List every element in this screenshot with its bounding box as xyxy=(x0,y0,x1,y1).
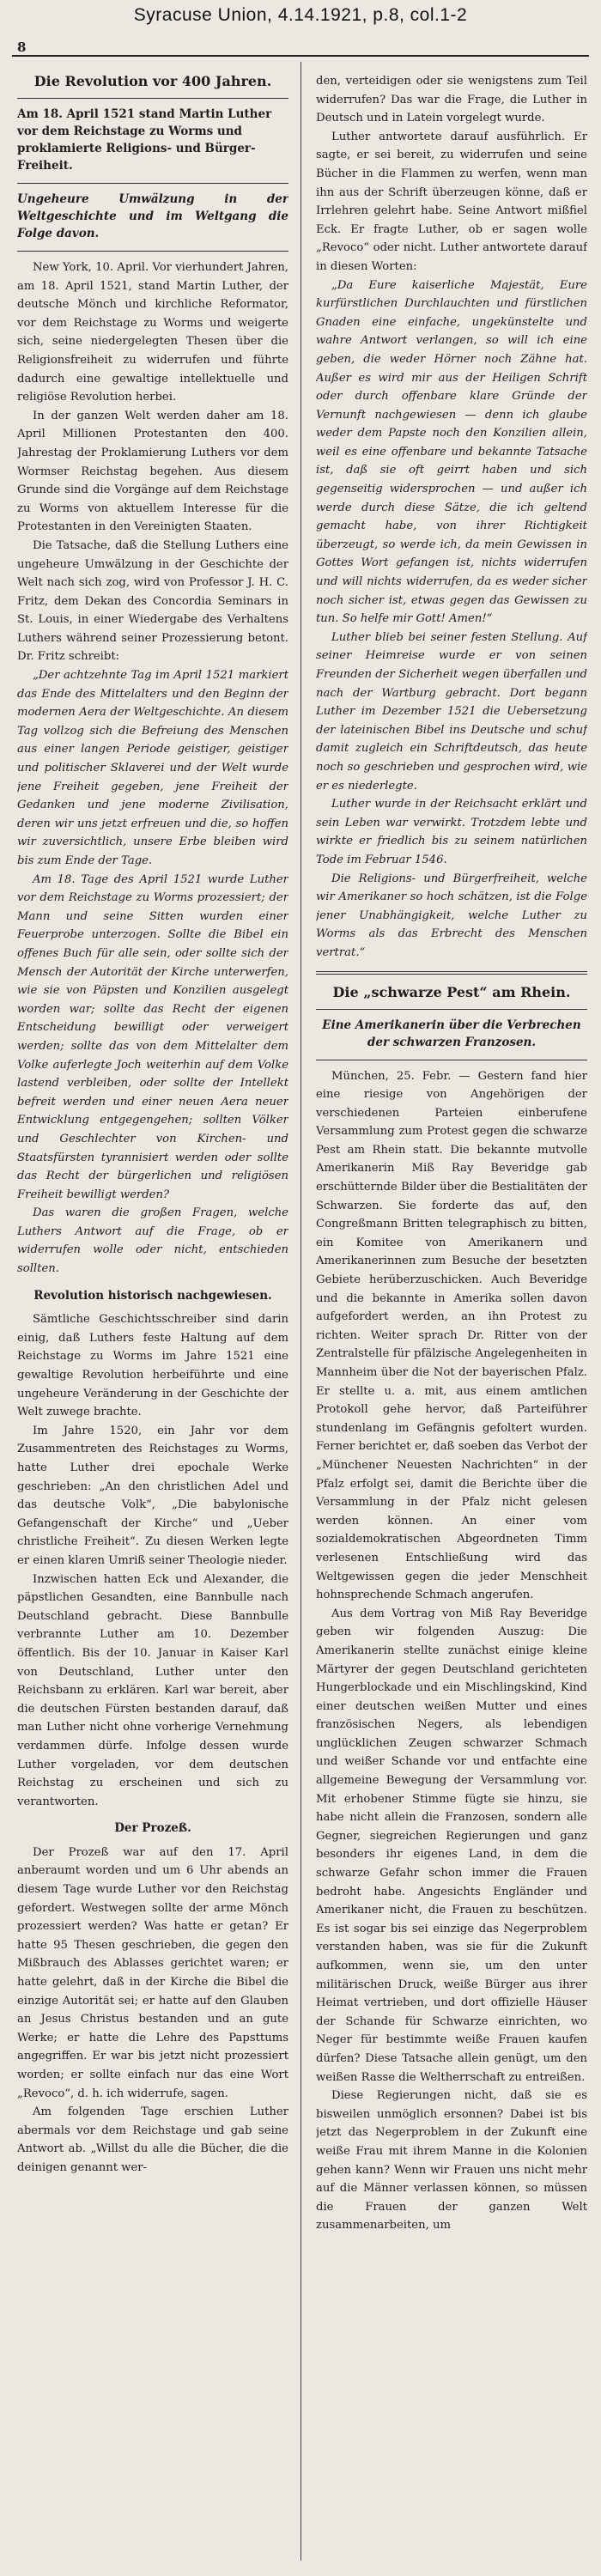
paragraph: Die Tatsache, daß die Stellung Luthers eine ungeheure Umwälzung in der Geschichte der Welt nach sich zog, wird von Professor J. H. C. Fritz, dem Dekan des Concordia Seminars in St. Louis, in einer Wiedergabe des Verhaltens Luthers während seiner Prozessierung betont. Dr. Fritz schreibt: xyxy=(17,538,288,664)
right-column xyxy=(316,72,587,2562)
paragraph: Luther wurde in der Reichsacht erklärt und sein Leben war verwirkt. Trotzdem lebte und wirkte er friedlich bis zu seinem natürlichen Tode im Februar 1546. xyxy=(316,798,587,866)
section-heading: Der Prozeß. xyxy=(114,1821,191,1836)
paragraph: „Der achtzehnte Tag im April 1521 markiert das Ende des Mittelalters und den Beginn der modernen Aera der Weltgeschichte. An diesem Tag vollzog sich die Befreiung des Menschen aus einer langen Periode geistiger, geistiger und politischer Sklaverei und der Welt wurde jene Freiheit gegeben, jene Freiheit der Gedanken und jene moderne Zivilisation, deren wir uns jetzt erfreuen und die, so hoffen wir zuversichtlich, unsere Erbe bleiben wird bis zum Ende der Tage. xyxy=(17,669,288,867)
paragraph: New York, 10. April. Vor vierhundert Jahren, am 18. April 1521, stand Martin Luther, der deutsche Mönch und kirchliche Reformator, vor dem Reichstage zu Worms und weigerte sich, seine niedergelegten Thesen über die Religionsfreiheit zu widerrufen und führte dadurch eine gewaltige intellektuelle und religiöse Revolution herbei. xyxy=(17,261,288,404)
article-subhead-2: Ungeheure Umwälzung in der Weltgeschichte und im Weltgang die Folge davon. xyxy=(17,192,288,240)
paragraph: München, 25. Febr. — Gestern fand hier eine riesige von Angehörigen der verschiedenen Parteien einberufene Versammlung zum Protest gegen die schwarze Pest am Rhein statt. Die bekannte mutvolle Amerikanerin Miß Ray Beveridge gab erschütternde Bilder über die Bestialitäten der Schwarzen. Sie forderte das auf, den Congreßmann Britten telegraphisch zu bitten, ein Komitee von Amerikanern und Amerikanerinnen zum Besuche der besetzten Gebiete herüberzuschicken. Auch Beveridge und die bekannte in Amerika sollen davon aufgefordert werden, an ihn Protest zu richten. Weiter sprach Dr. Ritter von der Zentralstelle für pfälzische Angelegenheiten in Mannheim über die Not der bayerischen Pfalz. Er stellte u. a. mit, aus einem amtlichen Protokoll gehe hervor, daß Parteiführer stundenlang im Gefängnis gefoltert wurden. Ferner berichtet er, daß soeben das Verbot der „Münchener Neuesten Nachrichten“ in der Pfalz erfolgt sei, damit die Berichte über die Versammlung in der Pfalz nicht gelesen werden können. An einer vom sozialdemokratischen Abgeordneten Timm verlesenen Entschließung wird das Weltgewissen gegen die jeder Menschheit hohnsprechende Schmach angerufen. xyxy=(316,1069,587,1602)
headline-rule xyxy=(17,98,288,99)
paragraph: Die Religions- und Bürgerfreiheit, welche wir Amerikaner so hoch schätzen, ist die Folge jener Unabhängigkeit, welche Luther zu Worms als das Erbrecht des Menschen vertrat.“ xyxy=(316,872,587,959)
article-separator xyxy=(316,971,587,975)
section-heading: Revolution historisch nachgewiesen. xyxy=(33,1288,272,1303)
source-label: Syracuse Union, 4.14.1921, p.8, col.1-2 xyxy=(133,5,468,25)
paragraph: Am 18. Tage des April 1521 wurde Luther vor dem Reichstage zu Worms prozessiert; der Mann und seine Sitten wurden einer Feuerprobe unterzogen. Sollte die Bibel ein offenes Buch für alle sein, oder sollte sich der Mensch der Autorität der Kirche unterwerfen, wie sie von Päpsten und Konzilien ausgelegt worden war; sollte das Recht der eigenen Entscheidung bewilligt oder verweigert werden; sollte das von dem Mittelalter dem Volke auferlegte Joch weiterhin auf dem Volke lastend verbleiben, oder sollte der Intellekt befreit werden und einer neuen Aera neuer Entwicklung entgegengehen; sollten Völker und Geschlechter von Kirchen- und Staatsfürsten tyrannisiert werden oder sollte das Recht der bürgerlichen und religiösen Freiheit bewilligt werden? xyxy=(17,872,288,1201)
paragraph: Diese Regierungen nicht, daß sie es bisweilen unmöglich ersonnen? Dabei ist bis jetzt das Negerproblem in der Zukunft eine weiße Frau mit ihrem Manne in die Kolonien gehen kann? Wenn wir Frauen uns nicht mehr auf die Männer verlassen können, so müssen die Frauen der ganzen Welt zusammenarbeiten, um xyxy=(316,2089,587,2233)
article-headline: Die Revolution vor 400 Jahren. xyxy=(33,73,272,89)
paragraph: Das waren die großen Fragen, welche Luthers Antwort auf die Frage, ob er widerrufen wolle oder nicht, entschieden sollten. xyxy=(17,1206,288,1276)
left-column xyxy=(17,72,288,2562)
paragraph: Am folgenden Tage erschien Luther abermals vor dem Reichstage und gab seine Antwort ab. „Willst du alle die Bücher, die die deinigen genannt wer- xyxy=(17,2105,288,2174)
top-rule xyxy=(12,55,589,57)
article-headline-2: Die „schwarze Pest“ am Rhein. xyxy=(332,983,571,1000)
column-divider xyxy=(300,62,301,2561)
subhead2-rule xyxy=(17,251,288,252)
paragraph: Inzwischen hatten Eck und Alexander, die päpstlichen Gesandten, eine Bannbulle nach Deutschland gebracht. Diese Bannbulle verbrannte Luther am 10. Dezember öffentlich. Bis der 10. Januar in Kaiser Karl von Deutschland, Luther unter den Reichsbann zu erklären. Karl war bereit, aber die deutschen Fürsten bestanden darauf, daß man Luther nicht ohne vorherige Vernehmung verdammen dürfe. Infolge dessen wurde Luther vorgeladen, vor dem deutschen Reichstag zu erscheinen und sich zu verantworten. xyxy=(17,1572,288,1808)
article-subhead-3: Eine Amerikanerin über die Verbrechen der schwarzen Franzosen. xyxy=(322,1018,581,1049)
paragraph: Luther antwortete darauf ausführlich. Er sagte, er sei bereit, zu widerrufen und seine Bücher in die Flammen zu werfen, wenn man ihn aus der Schrift überzeugen könne, daß er Irrlehren gelehrt habe. Seine Antwort mißfiel Eck. Er fragte Luther, ob er sagen wolle „Revoco“ oder nicht. Luther antwortete darauf in diesen Worten: xyxy=(316,130,587,273)
paragraph: den, verteidigen oder sie wenigstens zum Teil widerrufen? Das war die Frage, die Luther in Deutsch und in Latein vorgelegt wurde. xyxy=(316,75,587,125)
paragraph: Im Jahre 1520, ein Jahr vor dem Zusammentreten des Reichstages zu Worms, hatte Luther drei epochale Werke geschrieben: „An den christlichen Adel und das deutsche Volk“, „Die babylonische Gefangenschaft der Kirche“ und „Ueber christliche Freiheit“. Zu diesen Werken legte er einen klaren Umriß seiner Theologie nieder. xyxy=(17,1424,288,1567)
headline2-rule xyxy=(316,1009,587,1010)
subhead-rule xyxy=(17,183,288,184)
page-number: 8 xyxy=(17,39,27,55)
article-subhead: Am 18. April 1521 stand Martin Luther vor dem Reichstage zu Worms und proklamierte Religions- und Bürger-Freiheit. xyxy=(17,107,272,173)
paragraph: In der ganzen Welt werden daher am 18. April Millionen Protestanten den 400. Jahrestag der Proklamierung Luthers vor dem Wormser Reichstag begehen. Aus diesem Grunde sind die Vorgänge auf dem Reichstage zu Worms von aktuellem Interesse für die Protestanten in den Vereinigten Staaten. xyxy=(17,409,288,534)
paragraph: Aus dem Vortrag von Miß Ray Beveridge geben wir folgenden Auszug: Die Amerikanerin stellte zunächst einige kleine Märtyrer der gegen Deutschland gerichteten Hungerblockade und ein Mischlingskind, Kind einer deutschen weißen Mutter und eines französischen Negers, als lebendigen unglücklichen Zeugen schwarzer Schmach und weißer Schande vor und entfachte eine allgemeine Bewegung der Versammlung vor. Mit erhobener Stimme fügte sie hinzu, sie habe nicht allein die Franzosen, sondern alle Gegner, siegreichen Regierungen und ganz besonders ihr eigenes Land, in dem die schwarze Gefahr schon immer die Frauen bedroht habe. Angesichts Engländer und Amerikaner nicht, die Frauen zu beschützen. Es ist sogar bis sei einzige das Negerproblem verstanden haben, was sie für die Zukunft aufkommen, wenn sie, um den unter militärischen Druck, weiße Bürger aus ihrer Heimat vertrieben, und dort offizielle Häuser der Schande für Schwarze einrichten, wo Neger für bestimmte weiße Frauen kaufen dürfen? Diese Tatsache allein genügt, um den weißen Rasse die Weltherrschaft zu entreißen. xyxy=(316,1607,587,2084)
paragraph: Sämtliche Geschichtsschreiber sind darin einig, daß Luthers feste Haltung auf dem Reichstage zu Worms im Jahre 1521 eine gewaltige Revolution herbeiführte und eine ungeheure Veränderung in der Geschichte der Welt zuwege brachte. xyxy=(17,1313,288,1419)
paragraph: Der Prozeß war auf den 17. April anberaumt worden und um 6 Uhr abends an diesem Tage wurde Luther vor den Reichstag gefordert. Westwegen sollte der arme Mönch prozessiert werden? Was hatte er getan? Er hatte 95 Thesen geschrieben, die gegen den Mißbrauch des Ablasses gerichtet waren; er hatte gelehrt, daß in der Kirche die Bibel die einzige Autorität sei; er hatte auf den Glauben an Jesus Christus bestanden und an gute Werke; er hatte die Lehre des Papsttums angegriffen. Er war bis jetzt nicht prozessiert worden; er sollte einfach nur das eine Wort „Revoco“, d. h. ich widerrufe, sagen. xyxy=(17,1845,288,2100)
paragraph: Luther blieb bei seiner festen Stellung. Auf seiner Heimreise wurde er von seinen Freunden der Sicherheit wegen überfallen und nach der Wartburg gebracht. Dort begann Luther im Dezember 1521 die Uebersetzung der lateinischen Bibel ins Deutsche und schuf damit zugleich ein Schriftdeutsch, das heute noch so geschrieben und gesprochen wird, wie er es niederlegte. xyxy=(316,630,587,793)
paragraph: „Da Eure kaiserliche Majestät, Eure kurfürstlichen Durchlauchten und fürstlichen Gnaden eine einfache, ungekünstelte und wahre Antwort verlangen, so will ich eine geben, die weder Hörner noch Zähne hat. Außer es wird mir aus der Heiligen Schrift oder durch offenbare klare Gründe der Vernunft nachgewiesen — denn ich glaube weder dem Papste noch den Konzilien allein, weil es eine offenbare und bekannte Tatsache ist, daß sie oft geirrt haben und sich gegenseitig widersprochen — und außer ich werde durch diese Sätze, die ich geltend gemacht habe, von ihrer Richtigkeit überzeugt, so werde ich, da mein Gewissen in Gottes Wort gefangen ist, nichts widerrufen und will nichts widerrufen, da es weder sicher noch sicher ist, etwas gegen das Gewissen zu tun. So helfe mir Gott! Amen!“ xyxy=(316,278,587,626)
